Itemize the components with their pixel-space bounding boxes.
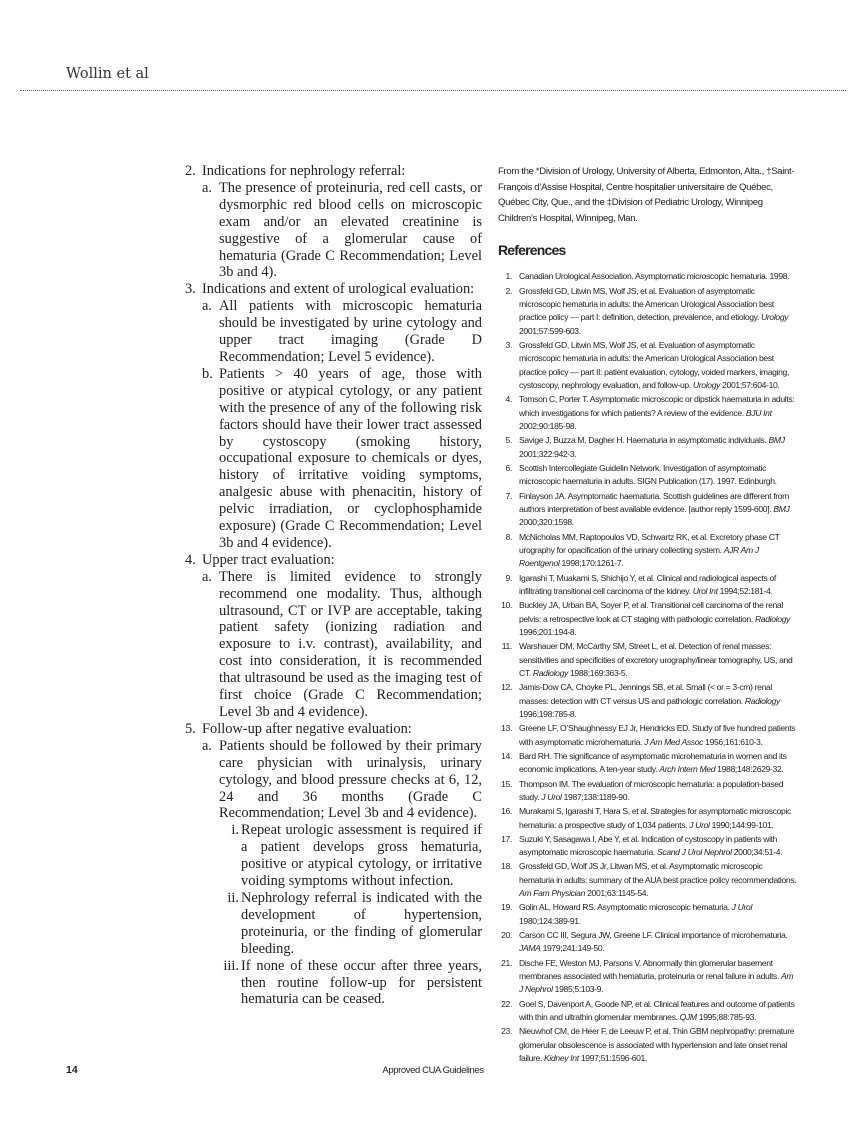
reference-item	[498, 393, 798, 433]
reference-citation: Suzuki Y, Sasagawa I, Abe Y, et al. Indication of cystoscopy in patients with asymptomatic microscopic haematuria.	[519, 833, 778, 858]
reference-number: 9.	[505, 572, 512, 583]
reference-journal: J Am Med Assoc	[644, 736, 704, 747]
subitem-text: All patients with microscopic hematuria should be investigated by urine cytology and upper tract imaging (Grade D Recommendation; Level 5 evidence).	[219, 298, 482, 365]
item-heading: Upper tract evaluation:	[202, 551, 335, 568]
reference-item	[498, 599, 798, 639]
reference-citation: Nieuwhof CM, de Heer F, de Leeuw P, et al. Thin GBM nephropathy: premature glomerular obsolescence is associated with hypertension and late onset renal failure.	[519, 1026, 795, 1064]
reference-number: 17.	[501, 833, 512, 844]
reference-number: 21.	[501, 957, 512, 968]
item-number: 2.	[185, 163, 196, 179]
reference-volume-pages: 1998;170:1261-7.	[559, 558, 624, 569]
reference-volume-pages: 2001;63:1145-54.	[585, 888, 649, 899]
reference-number: 22.	[501, 998, 512, 1009]
reference-volume-pages: 2002;90:185-98.	[519, 421, 577, 432]
subsubitem-number: iii.	[223, 957, 239, 974]
reference-item	[498, 901, 798, 928]
subitem-text: There is limited evidence to strongly recommend one modality. Thus, although ultrasound, CT or IVP are acceptable, taking patient safety (ionizing radiation and exposure to i.v. contrast), availability, and cost into consideration, it is recommended that ultrasound be used as the imaging test of first choice (Grade C Recommendation; Level 3b and 4 evidence).	[219, 568, 482, 720]
recommendation-item	[185, 281, 482, 298]
reference-item	[498, 929, 798, 956]
reference-item	[498, 531, 798, 571]
recommendation-list	[185, 163, 482, 1008]
recommendation-item	[185, 552, 482, 569]
reference-journal: Radiology	[754, 613, 791, 624]
reference-citation: Murakami S, Igarashi T, Hara S, et al. Strategies for asymptomatic microscopic hematuria: a prospective study of 1,034 patients.	[519, 806, 791, 830]
reference-journal: Am J Nephrol	[519, 971, 794, 995]
reference-journal: Radiology	[532, 668, 568, 679]
reference-volume-pages: 1979;241:149-50.	[540, 943, 605, 954]
reference-volume-pages: 1996;201:194-8.	[519, 627, 577, 638]
reference-item	[498, 270, 798, 283]
reference-citation: Igarashi T, Muakami S, Shichijo Y, et al. Clinical and radiological aspects of infiltrating transitional cell carcinoma of the kidney.	[519, 572, 776, 597]
reference-citation: Grossfeld GD, Litwin MS, Wolf JS, et al. Evaluation of asymptomatic microscopic hematuria in adults: the American Urological Association best practice policy — part I: definition, detection, prevalence, and etiology.	[519, 285, 774, 323]
reference-volume-pages: 1980;124:389-91.	[519, 915, 581, 926]
reference-number: 1.	[505, 271, 512, 282]
reference-item	[498, 860, 798, 900]
reference-volume-pages: 2000;34:51-4.	[731, 847, 783, 858]
subsubitem-text: If none of these occur after three years, then routine follow-up for persistent hematuria can be ceased.	[241, 957, 482, 1008]
recommendation-subsubitem	[185, 890, 482, 958]
reference-item	[498, 833, 798, 860]
reference-journal: Urol Int	[692, 586, 718, 597]
reference-number: 11.	[501, 641, 512, 652]
reference-item	[498, 490, 798, 530]
subitem-number: b.	[202, 365, 213, 382]
reference-journal: J Urol	[689, 819, 710, 830]
reference-item	[498, 681, 798, 721]
recommendation-subitem	[185, 569, 482, 721]
reference-item	[498, 572, 798, 599]
reference-journal: BMJ	[773, 504, 790, 515]
subsubitem-text: Nephrology referral is indicated with the development of hypertension, proteinuria, or the finding of glomerular bleeding.	[241, 889, 482, 957]
recommendation-subsubitem	[185, 822, 482, 890]
reference-item	[498, 957, 798, 997]
reference-citation: Scottish Intercollegiate Guidelin Network. Investigation of asymptomatic microscopic haematuria in adults. SIGN Publication (17). 1997. Edinburgh.	[519, 463, 777, 487]
reference-number: 16.	[501, 806, 512, 817]
reference-journal: Urology	[761, 312, 789, 323]
reference-item	[498, 778, 798, 805]
reference-citation: Buckley JA, Urban BA, Soyer P, et al. Transitional cell carcinoma of the renal pelvis: a retrospective look at CT staging with pathologic correlation.	[519, 600, 783, 624]
reference-number: 5.	[505, 435, 512, 446]
reference-citation: Grossfeld GD, Wolf JS Jr, Litwan MS, et al. Asymptomatic microscopic hematuria in adults: summary of the AUA best practice policy recommendations.	[519, 861, 797, 885]
reference-journal: AJR Am J Roentgenol	[519, 545, 759, 569]
reference-citation: Thompson IM. The evaluation of microscopic hematuria: a population-based study.	[519, 778, 784, 802]
reference-item	[498, 462, 798, 489]
item-number: 5.	[185, 720, 196, 737]
reference-number: 15.	[501, 778, 512, 789]
subitem-text: The presence of proteinuria, red cell casts, or dysmorphic red blood cells on microscopic exam and/or an elevated creatinine is suggestive of a glomerular cause of hematuria (Grade C Recommendation; Level 3b and 4).	[219, 179, 482, 281]
reference-citation: Canadian Urological Association. Asymptomatic microscopic hematuria. 1998.	[519, 271, 790, 282]
references-heading: References	[498, 242, 566, 259]
reference-item	[498, 805, 798, 832]
reference-number: 2.	[505, 285, 512, 296]
item-heading: Indications for nephrology referral:	[202, 163, 406, 179]
reference-citation: Warshauer DM, McCarthy SM, Street L, et al. Detection of renal masses: sensitivities and specificities of excretory urography/linear tomography, US, and CT.	[519, 641, 793, 679]
reference-volume-pages: 2000;320:1598.	[519, 517, 574, 528]
reference-volume-pages: 1997;51:1596-601.	[578, 1053, 648, 1064]
reference-citation: McNicholas MM, Raptopoulos VD, Schwartz RK, et al. Excretory phase CT urography for opacification of the urinary collecting system.	[519, 531, 780, 556]
item-heading: Indications and extent of urological evaluation:	[202, 281, 475, 298]
reference-journal: BJU Int	[745, 407, 772, 418]
reference-citation: Carson CC III, Segura JW, Greene LF. Clinical importance of microhematuria.	[519, 930, 788, 941]
reference-item	[498, 339, 798, 393]
publication-title: Approved CUA Guidelines	[382, 1065, 484, 1076]
reference-number: 20.	[501, 930, 512, 941]
subsubitem-text: Repeat urologic assessment is required if a patient develops gross hematuria, positive or atypical cytology, or irritative voiding symptoms without infection.	[241, 822, 482, 890]
reference-journal: Arch Intern Med	[659, 764, 716, 775]
item-heading: Follow-up after negative evaluation:	[202, 720, 412, 737]
reference-volume-pages: 1988;148:2629-32.	[715, 764, 784, 775]
subitem-text: Patients should be followed by their primary care physician with urinalysis, urinary cytology, and blood pressure checks at 6, 12, 24 and 36 months (Grade C Recommendation; Level 3b and 4 evidence).	[219, 737, 482, 822]
recommendation-subitem	[185, 738, 482, 823]
reference-citation: Finlayson JA. Asymptomatic haematuria. Scottish guidelines are different from authors interpretation of best available evidence. [author reply 1599-600].	[519, 490, 789, 515]
affiliation-references-column	[498, 164, 798, 1066]
running-head: Wollin et al	[66, 66, 149, 82]
reference-journal: Kidney Int	[544, 1053, 579, 1064]
reference-number: 10.	[501, 600, 512, 611]
subitem-number: a.	[202, 179, 212, 196]
item-number: 3.	[185, 281, 196, 298]
reference-volume-pages: 1988;169:363-5.	[567, 668, 628, 679]
subitem-number: a.	[202, 298, 212, 315]
reference-item	[498, 750, 798, 777]
reference-item	[498, 640, 798, 680]
reference-volume-pages: 1996;198:785-8.	[519, 709, 577, 720]
reference-citation: Bard RH. The significance of asymptomatic microhematuria in women and its economic implications. A ten-year study.	[519, 750, 787, 775]
reference-journal: J Urol	[541, 791, 562, 802]
reference-list	[498, 270, 798, 1065]
reference-volume-pages: 2001;57:604-10.	[720, 380, 780, 391]
reference-journal: BMJ	[768, 435, 785, 446]
reference-volume-pages: 1994;52:181-4.	[717, 586, 773, 597]
reference-journal: J Urol	[731, 902, 752, 913]
reference-citation: Dische FE, Weston MJ, Parsons V. Abnormally thin glomerular basement membranes associated with hematuria, proteinuria or renal failure in adults.	[519, 957, 782, 982]
recommendation-item	[185, 163, 482, 180]
subsubitem-number: i.	[231, 822, 239, 839]
recommendation-subitem	[185, 298, 482, 366]
reference-number: 4.	[505, 394, 512, 405]
reference-item	[498, 434, 798, 461]
reference-volume-pages: 2001;57:599-603.	[519, 325, 581, 336]
header-rule	[20, 90, 846, 91]
reference-number: 23.	[501, 1026, 512, 1037]
reference-volume-pages: 1995;88:785-93.	[696, 1012, 757, 1023]
reference-citation: Greene LF, O’Shaughnessy EJ Jr, Hendricks ED. Study of five hundred patients with asymptomatic microhematuria.	[519, 723, 796, 747]
reference-number: 8.	[505, 531, 512, 542]
reference-volume-pages: 1987;138:1189-90.	[561, 791, 630, 802]
reference-journal: Radiology	[744, 695, 780, 706]
reference-volume-pages: 1990;144:99-101.	[709, 819, 774, 830]
reference-item	[498, 1025, 798, 1065]
reference-volume-pages: 1985;5:103-9.	[552, 984, 604, 995]
recommendation-item	[185, 721, 482, 738]
reference-citation: Jamis-Dow CA, Choyke PL, Jennings SB, et al. Small (< or = 3-cm) renal masses: detection with CT versus US and pathologic correlation.	[519, 682, 772, 706]
reference-number: 18.	[501, 861, 512, 872]
reference-journal: Urology	[692, 380, 721, 391]
recommendation-subsubitem	[185, 958, 482, 1009]
recommendations-column	[185, 163, 482, 1008]
reference-item	[498, 285, 798, 339]
page-number: 14	[66, 1064, 78, 1076]
subsubitem-number: ii.	[227, 889, 239, 906]
reference-citation: Golin AL, Howard RS. Asymptomatic microscopic hematuria.	[519, 902, 732, 913]
reference-journal: QJM	[679, 1012, 697, 1023]
reference-citation: Savige J, Buzza M, Dagher H. Haematuria in asymptomatic individuals.	[519, 435, 769, 446]
reference-number: 12.	[501, 682, 512, 693]
reference-item	[498, 998, 798, 1025]
reference-citation: Tomson C, Porter T. Asymptomatic microscopic or dipstick haematuria in adults: which investigations for which patients? A review of the evidence.	[519, 394, 795, 418]
reference-citation: Goel S, Davenport A, Goode NP, et al. Clinical features and outcome of patients with thin and ultrathin glomerular membranes.	[519, 998, 795, 1023]
reference-volume-pages: 2001;322:942-3.	[519, 448, 577, 459]
reference-item	[498, 722, 798, 749]
reference-number: 13.	[501, 723, 512, 734]
reference-journal: Am Fam Physician	[519, 888, 586, 899]
reference-journal: JAMA	[519, 943, 541, 954]
recommendation-subitem	[185, 180, 482, 281]
reference-number: 6.	[505, 463, 512, 474]
reference-number: 3.	[505, 340, 512, 350]
subitem-number: a.	[202, 737, 212, 754]
reference-citation: Grossfeld GD, Litwin MS, Wolf JS, et al. Evaluation of asymptomatic microscopic hematuria in adults: the American Urological Association best practice policy — part II: patient evaluation, cytology, voided markers, imaging, cystoscopy, nephrology evaluation, and follow-up.	[519, 340, 790, 391]
subitem-text: Patients > 40 years of age, those with positive or atypical cytology, or any patient with the presence of any of the following risk factors should have their lower tract assessed by cystoscopy (smoking history, occupational exposure to chemicals or dyes, history of irritative voiding symptoms, analgesic abuse with phenacitin, history of pelvic irradiation, or cyclophosphamide exposure) (Grade C Recommendation; Level 3b and 4 evidence).	[219, 365, 482, 551]
subitem-number: a.	[202, 568, 212, 585]
author-affiliations: From the *Division of Urology, University of Alberta, Edmonton, Alta., †Saint-François d’Assise Hospital, Centre hospitalier universitaire de Québec, Québec City, Que., and the ‡Division of Pediatric Urology, Winnipeg Children’s Hospital, Winnipeg, Man.	[498, 166, 795, 224]
reference-number: 14.	[501, 750, 512, 761]
reference-number: 7.	[505, 490, 512, 501]
recommendation-subitem	[185, 366, 482, 552]
reference-journal: Scand J Urol Nephrol	[656, 847, 732, 858]
reference-number: 19.	[501, 902, 512, 913]
reference-volume-pages: 1956;161:610-3.	[703, 736, 763, 747]
item-number: 4.	[185, 551, 196, 568]
